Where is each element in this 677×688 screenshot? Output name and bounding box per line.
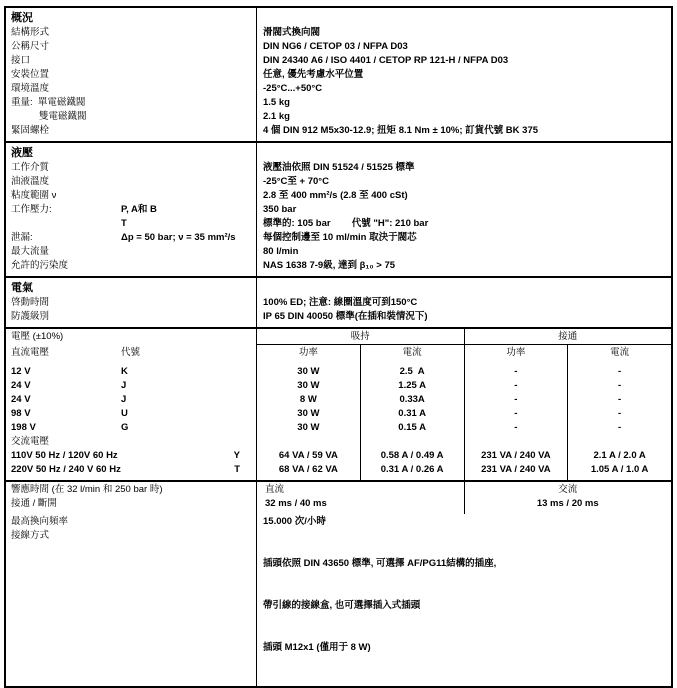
- dc-code-value: K: [121, 366, 128, 377]
- section-general: [6, 8, 671, 141]
- spec-label: [6, 175, 256, 189]
- spec-value: 4 個 DIN 912 M5x30-12.9; 扭矩 8.1 Nm ± 10%; 訂貨代號 BK 375: [256, 124, 671, 141]
- spec-value: NAS 1638 7-9級, 達到 β₁₀ > 75: [256, 259, 671, 276]
- section-connection: [6, 514, 671, 686]
- spec-label: 結構形式: [11, 27, 50, 38]
- col-header-current: 電流: [567, 345, 671, 365]
- section-voltage-table: [6, 327, 671, 480]
- dc-row-label: [6, 421, 256, 435]
- empty-cell: [360, 435, 464, 449]
- ac-code-value: T: [234, 464, 240, 475]
- empty-cell: [567, 435, 671, 449]
- ac-voltage-header: 交流電壓: [11, 436, 50, 447]
- dc-code-value: G: [121, 422, 129, 433]
- dc-row-label: [6, 393, 256, 407]
- spec-sublabel: P, A和 B: [121, 204, 157, 215]
- table-cell: 2.5 A: [360, 365, 464, 379]
- table-cell: 231 VA / 240 VA: [464, 463, 568, 480]
- spec-label: [6, 217, 256, 231]
- spec-label: [6, 259, 256, 276]
- spec-label: 最高換向頻率: [11, 516, 69, 527]
- col-header-power: 功率: [464, 345, 568, 365]
- table-cell: 8 W: [256, 393, 360, 407]
- spec-value: 標準的: 105 bar 代號 "H": 210 bar: [256, 217, 671, 231]
- spec-value: 350 bar: [256, 203, 671, 217]
- response-dc-value: 32 ms / 40 ms: [256, 497, 464, 514]
- table-cell: -: [567, 365, 671, 379]
- spec-label: 啓動時間: [11, 297, 50, 308]
- spec-value: 80 l/min: [256, 245, 671, 259]
- response-onoff-label: 接通 / 斷開: [11, 498, 57, 509]
- spec-label: [6, 189, 256, 203]
- table-cell: 68 VA / 62 VA: [256, 463, 360, 480]
- spec-value: 滑閥式換向閥: [256, 26, 671, 40]
- col-header-power: 功率: [256, 345, 360, 365]
- dc-voltage-value: 12 V: [11, 366, 31, 377]
- table-cell: 30 W: [256, 365, 360, 379]
- empty-cell: [256, 435, 360, 449]
- spec-label: 雙電磁鐵閥: [39, 111, 87, 122]
- voltage-title: 電壓 (±10%): [11, 331, 64, 342]
- code-label: 代號: [121, 347, 141, 358]
- table-cell: 1.25 A: [360, 379, 464, 393]
- dc-row-label: [6, 365, 256, 379]
- table-cell: 0.15 A: [360, 421, 464, 435]
- dc-voltage-value: 24 V: [11, 380, 31, 391]
- spec-value-line: 插頭 M12x1 (僅用于 8 W): [263, 642, 371, 653]
- table-cell: 1.05 A / 1.0 A: [567, 463, 671, 480]
- table-cell: -: [567, 393, 671, 407]
- table-cell: 30 W: [256, 379, 360, 393]
- spec-label: [6, 161, 256, 175]
- dc-row-label: [6, 407, 256, 421]
- section-hydraulic-spacer: [256, 143, 671, 161]
- response-dc-header: 直流: [256, 482, 464, 497]
- response-ac-header: 交流: [464, 482, 672, 497]
- table-cell: -: [464, 421, 568, 435]
- spec-sublabel: T: [121, 218, 127, 229]
- col-header-current: 電流: [360, 345, 464, 365]
- section-general-spacer: [256, 8, 671, 26]
- dc-voltage-label: 直流電壓: [11, 347, 50, 358]
- dc-voltage-value: 198 V: [11, 422, 36, 433]
- spec-label: 安裝位置: [11, 69, 50, 80]
- response-time-label: 響應時間 (在 32 l/min 和 250 bar 時): [11, 484, 163, 495]
- table-cell: -: [464, 393, 568, 407]
- spec-value: 液壓油依照 DIN 51524 / 51525 標準: [256, 161, 671, 175]
- table-cell: 2.1 A / 2.0 A: [567, 449, 671, 463]
- section-response-time: [6, 480, 671, 514]
- group-header-pull-in: 接通: [464, 329, 672, 345]
- table-cell: 0.58 A / 0.49 A: [360, 449, 464, 463]
- dc-voltage-value: 24 V: [11, 394, 31, 405]
- spec-value: 2.8 至 400 mm²/s (2.8 至 400 cSt): [256, 189, 671, 203]
- ac-code-value: Y: [233, 450, 240, 461]
- table-cell: -: [567, 407, 671, 421]
- spec-label: [6, 231, 256, 245]
- table-cell: 231 VA / 240 VA: [464, 449, 568, 463]
- spec-value: -25°C...+50°C: [256, 82, 671, 96]
- dc-code-value: J: [121, 394, 127, 405]
- table-cell: 0.33A: [360, 393, 464, 407]
- spec-value-line: 帶引線的接線盒, 也可選擇插入式插頭: [263, 600, 421, 611]
- section-electric: [6, 276, 671, 327]
- valve-spec-datasheet: [4, 6, 673, 688]
- section-electric-spacer: [256, 278, 671, 296]
- table-cell: 64 VA / 59 VA: [256, 449, 360, 463]
- dc-code-value: J: [121, 380, 127, 391]
- ac-voltage-value: 220V 50 Hz / 240 V 60 Hz: [11, 464, 121, 475]
- spec-label-text: 最大流量: [11, 246, 50, 257]
- section-hydraulic: [6, 141, 671, 276]
- table-cell: 30 W: [256, 421, 360, 435]
- spec-value: 任意, 優先考慮水平位置: [256, 68, 671, 82]
- section-title-hydraulic: 液壓: [11, 147, 33, 159]
- spec-label: 防護級別: [11, 311, 50, 322]
- table-cell: 0.31 A: [360, 407, 464, 421]
- spec-label: [6, 245, 256, 259]
- spec-value: DIN NG6 / CETOP 03 / NFPA D03: [256, 40, 671, 54]
- spec-label-text: 工作介質: [11, 162, 50, 173]
- spec-value: -25°C至 + 70°C: [256, 175, 671, 189]
- spec-label: 重量: 單電磁鐵閥: [11, 97, 86, 108]
- spec-label: 接線方式: [11, 530, 50, 541]
- spec-value: 100% ED; 注意: 線圈溫度可到150°C: [256, 296, 671, 310]
- spec-label-text: 工作壓力:: [11, 204, 52, 215]
- dc-voltage-header: [6, 345, 256, 365]
- ac-voltage-value: 110V 50 Hz / 120V 60 Hz: [11, 450, 118, 461]
- group-header-holding: 吸持: [256, 329, 464, 345]
- spec-label: 緊固螺栓: [11, 125, 50, 136]
- spec-value-line: 插頭依照 DIN 43650 標準, 可選擇 AF/PG11結構的插座,: [263, 558, 497, 569]
- response-ac-value: 13 ms / 20 ms: [464, 497, 672, 514]
- spec-sublabel: Δp = 50 bar; ν = 35 mm²/s: [121, 232, 236, 243]
- dc-row-label: [6, 379, 256, 393]
- ac-row-label: [6, 463, 256, 480]
- ac-row-label: [6, 449, 256, 463]
- table-cell: -: [567, 421, 671, 435]
- spec-value: 15.000 次/小時: [256, 514, 671, 529]
- spec-value: 1.5 kg: [256, 96, 671, 110]
- section-title-electric: 電氣: [11, 282, 33, 294]
- spec-label: [6, 203, 256, 217]
- spec-label-text: 油液溫度: [11, 176, 50, 187]
- spec-value: IP 65 DIN 40050 標準(在插和裝情況下): [256, 310, 671, 327]
- table-cell: -: [567, 379, 671, 393]
- spec-label: 接口: [11, 55, 31, 66]
- spec-value: DIN 24340 A6 / ISO 4401 / CETOP RP 121-H / NFPA D03: [256, 54, 671, 68]
- spec-label: 公稱尺寸: [11, 41, 50, 52]
- table-cell: 0.31 A / 0.26 A: [360, 463, 464, 480]
- spec-label-text: 粘度範圍 ν: [11, 190, 57, 201]
- table-cell: -: [464, 407, 568, 421]
- table-cell: 30 W: [256, 407, 360, 421]
- spec-value: 每個控制邊至 10 ml/min 取決于閥芯: [256, 231, 671, 245]
- spec-label-text: 允許的污染度: [11, 260, 69, 271]
- spec-label: 環境溫度: [11, 83, 50, 94]
- dc-code-value: U: [121, 408, 128, 419]
- spec-value: 2.1 kg: [256, 110, 671, 124]
- dc-voltage-value: 98 V: [11, 408, 31, 419]
- spec-label-text: 泄漏:: [11, 232, 33, 243]
- empty-cell: [464, 435, 568, 449]
- spec-value-multiline: [256, 529, 671, 686]
- section-title-general: 概況: [11, 12, 33, 24]
- table-cell: -: [464, 379, 568, 393]
- table-cell: -: [464, 365, 568, 379]
